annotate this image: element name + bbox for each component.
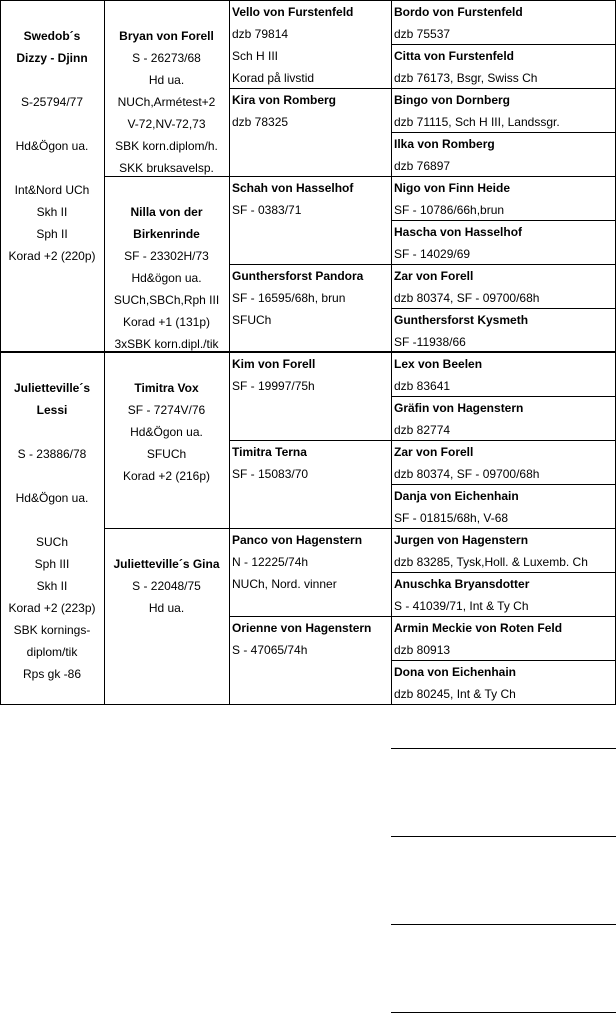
dog-name: Lessi bbox=[36, 403, 68, 417]
column-divider bbox=[0, 0, 1, 705]
row-divider bbox=[391, 572, 616, 573]
sire-great-grandparent-6 bbox=[391, 221, 616, 264]
dam-great-grandparent-7 bbox=[391, 617, 616, 660]
dog-info-line: S - 22048/75 bbox=[132, 579, 201, 593]
dog-info-line: S - 23886/78 bbox=[17, 447, 87, 461]
sire-great-grandparent-5 bbox=[391, 177, 616, 220]
dog-info-line bbox=[104, 531, 229, 553]
dog-info-line: Hd&Ögon ua. bbox=[15, 491, 89, 505]
sire-great-grandparent-7 bbox=[391, 265, 616, 308]
dam-cell bbox=[0, 355, 104, 704]
dog-info-line: SF - 19997/75h bbox=[232, 379, 315, 393]
dog-info-line bbox=[0, 311, 104, 333]
dog-info-line bbox=[104, 663, 229, 685]
dog-info-line: Korad +1 (131p) bbox=[122, 315, 211, 329]
dog-info-line: N - 12225/74h bbox=[232, 555, 309, 569]
dog-name: Anuschka Bryansdotter bbox=[394, 577, 530, 591]
sire-grandparent-4 bbox=[229, 265, 391, 352]
dog-info-line: S - 41039/71, Int & Ty Ch bbox=[394, 599, 529, 613]
row-divider bbox=[391, 484, 616, 485]
dog-info-line: dzb 80374, SF - 09700/68h bbox=[394, 291, 540, 305]
dog-name: Lex von Beelen bbox=[394, 357, 483, 371]
dog-info-line: S - 47065/74h bbox=[232, 643, 308, 657]
dog-name: Danja von Eichenhain bbox=[394, 489, 519, 503]
dog-info-line: 3xSBK korn.dipl./tik bbox=[114, 337, 219, 351]
sire-great-grandparent-1 bbox=[391, 1, 616, 44]
row-divider bbox=[391, 308, 616, 309]
dog-info-line: SF - 0383/71 bbox=[232, 203, 302, 217]
dam-grandparent-2 bbox=[229, 441, 391, 528]
dog-name: Julietteville´s bbox=[13, 381, 91, 395]
dog-name: Dizzy - Djinn bbox=[16, 51, 88, 65]
dog-name: Zar von Forell bbox=[394, 445, 474, 459]
column-divider bbox=[229, 0, 230, 705]
dog-info-line: SFUCh bbox=[146, 447, 187, 461]
dog-info-line: Hd ua. bbox=[148, 601, 185, 615]
dog-info-line: SF - 23302H/73 bbox=[124, 249, 209, 263]
dog-info-line: Sch H III bbox=[232, 49, 279, 63]
dog-info-line: Hd&ögon ua. bbox=[131, 271, 202, 285]
dog-info-line: dzb 80245, Int & Ty Ch bbox=[394, 687, 516, 701]
dog-info-line: diplom/tik bbox=[26, 645, 78, 659]
row-divider bbox=[391, 132, 616, 133]
sire-grandparent-2 bbox=[229, 89, 391, 176]
sire-cell bbox=[0, 3, 104, 352]
sire-great-grandparent-8 bbox=[391, 309, 616, 352]
dog-info-line: Hd&Ögon ua. bbox=[15, 139, 89, 153]
dog-name: Gunthersforst Kysmeth bbox=[394, 313, 529, 327]
dog-name: Timitra Terna bbox=[232, 445, 307, 459]
dog-name: Armin Meckie von Roten Feld bbox=[394, 621, 563, 635]
dog-info-line: dzb 82774 bbox=[394, 423, 451, 437]
dam-great-grandparent-2 bbox=[391, 397, 616, 440]
dog-info-line: Korad +2 (220p) bbox=[8, 249, 96, 263]
dog-info-line: Sph III bbox=[34, 557, 70, 571]
dog-info-line bbox=[0, 509, 104, 531]
dog-name: Orienne von Hagenstern bbox=[232, 621, 372, 635]
dam-great-grandparent-1 bbox=[391, 353, 616, 396]
dog-info-line bbox=[0, 3, 104, 25]
dog-name: Dona von Eichenhain bbox=[394, 665, 517, 679]
dog-name: Kim von Forell bbox=[232, 357, 316, 371]
row-divider bbox=[391, 836, 616, 837]
dam-grandparent-4 bbox=[229, 617, 391, 704]
dog-info-line: Sph II bbox=[36, 227, 68, 241]
dog-info-line: dzb 76897 bbox=[394, 159, 451, 173]
dog-info-line bbox=[104, 3, 229, 25]
dog-info-line: SF - 7274V/76 bbox=[127, 403, 206, 417]
dam-grandparent-3 bbox=[229, 529, 391, 616]
dam-great-grandparent-3 bbox=[391, 441, 616, 484]
dog-info-line: Korad +2 (216p) bbox=[122, 469, 211, 483]
row-divider bbox=[229, 88, 616, 89]
dog-name: Gräfin von Hagenstern bbox=[394, 401, 524, 415]
dog-info-line: Korad +2 (223p) bbox=[8, 601, 96, 615]
dog-name: Ilka von Romberg bbox=[394, 137, 495, 151]
row-divider bbox=[104, 176, 616, 177]
dog-info-line: S-25794/77 bbox=[20, 95, 84, 109]
row-divider bbox=[391, 396, 616, 397]
sire-grandparent-1 bbox=[229, 1, 391, 88]
dog-info-line: SF - 14029/69 bbox=[394, 247, 471, 261]
dog-info-line: dzb 80913 bbox=[394, 643, 451, 657]
dog-info-line: Skh II bbox=[36, 205, 68, 219]
row-divider bbox=[0, 351, 616, 353]
dog-info-line: dzb 79814 bbox=[232, 27, 289, 41]
dam-parent-2 bbox=[104, 531, 229, 704]
dog-info-line: SF - 01815/68h, V-68 bbox=[394, 511, 509, 525]
row-divider bbox=[391, 748, 616, 749]
dog-info-line bbox=[0, 289, 104, 311]
dog-info-line: dzb 76173, Bsgr, Swiss Ch bbox=[394, 71, 538, 85]
dog-info-line: SFUCh bbox=[232, 313, 272, 327]
dog-info-line bbox=[0, 465, 104, 487]
sire-grandparent-3 bbox=[229, 177, 391, 264]
row-divider bbox=[391, 220, 616, 221]
dog-name: Gunthersforst Pandora bbox=[232, 269, 364, 283]
row-divider bbox=[391, 924, 616, 925]
row-divider bbox=[229, 616, 616, 617]
dog-info-line bbox=[0, 113, 104, 135]
dog-name: Panco von Hagenstern bbox=[232, 533, 363, 547]
dog-info-line: S - 26273/68 bbox=[132, 51, 201, 65]
row-divider bbox=[229, 264, 616, 265]
dog-info-line: Rps gk -86 bbox=[22, 667, 82, 681]
dog-info-line: dzb 83641 bbox=[394, 379, 451, 393]
dam-grandparent-1 bbox=[229, 353, 391, 440]
sire-parent-1 bbox=[104, 3, 229, 176]
dog-info-line: Int&Nord UCh bbox=[14, 183, 90, 197]
dog-info-line: Hd&Ögon ua. bbox=[130, 425, 203, 439]
row-divider bbox=[229, 440, 616, 441]
dog-info-line bbox=[0, 355, 104, 377]
dog-info-line bbox=[104, 355, 229, 377]
sire-great-grandparent-3 bbox=[391, 89, 616, 132]
dog-name: Jurgen von Hagenstern bbox=[394, 533, 529, 547]
dog-info-line: SF - 15083/70 bbox=[232, 467, 309, 481]
dog-info-line: SF - 16595/68h, brun bbox=[232, 291, 346, 305]
dog-info-line: Hd ua. bbox=[148, 73, 185, 87]
dog-info-line: dzb 83285, Tysk,Holl. & Luxemb. Ch bbox=[394, 555, 588, 569]
dog-name: Bordo von Furstenfeld bbox=[394, 5, 523, 19]
dog-info-line bbox=[0, 69, 104, 91]
dog-info-line: NUCh,Armétest+2 bbox=[117, 95, 216, 109]
dog-name: Bingo von Dornberg bbox=[394, 93, 510, 107]
dog-name: Swedob´s bbox=[23, 29, 81, 43]
dog-info-line: NUCh, Nord. vinner bbox=[232, 577, 337, 591]
dog-info-line: Korad på livstid bbox=[232, 71, 315, 85]
dog-info-line: SKK bruksavelsp. bbox=[119, 161, 214, 175]
dog-info-line bbox=[0, 267, 104, 289]
dog-name: Timitra Vox bbox=[134, 381, 199, 395]
dog-info-line bbox=[104, 641, 229, 663]
dog-info-line: dzb 78325 bbox=[232, 115, 289, 129]
dog-name: Vello von Furstenfeld bbox=[232, 5, 354, 19]
sire-great-grandparent-4 bbox=[391, 133, 616, 176]
dam-great-grandparent-8 bbox=[391, 661, 616, 704]
dog-name: Zar von Forell bbox=[394, 269, 474, 283]
dog-info-line: dzb 75537 bbox=[394, 27, 451, 41]
dog-name: Julietteville´s Gina bbox=[113, 557, 220, 571]
dog-info-line bbox=[0, 157, 104, 179]
row-divider bbox=[104, 528, 616, 529]
row-divider bbox=[391, 44, 616, 45]
dog-info-line bbox=[104, 179, 229, 201]
dog-info-line: SF - 10786/66h,brun bbox=[394, 203, 505, 217]
dog-name: Nilla von der bbox=[130, 205, 203, 219]
dog-info-line: SBK korn.diplom/h. bbox=[115, 139, 218, 153]
dog-info-line: dzb 80374, SF - 09700/68h bbox=[394, 467, 540, 481]
column-divider bbox=[104, 0, 105, 705]
dog-name: Kira von Romberg bbox=[232, 93, 337, 107]
dam-great-grandparent-6 bbox=[391, 573, 616, 616]
dog-info-line: V-72,NV-72,73 bbox=[127, 117, 206, 131]
row-divider bbox=[391, 660, 616, 661]
dog-info-line: dzb 71115, Sch H III, Landssgr. bbox=[394, 115, 560, 129]
row-divider bbox=[0, 0, 616, 1]
dog-name: Birkenrinde bbox=[133, 227, 200, 241]
dog-info-line bbox=[0, 421, 104, 443]
dog-info-line: SF -11938/66 bbox=[394, 335, 466, 349]
dog-info-line bbox=[104, 619, 229, 641]
dam-great-grandparent-5 bbox=[391, 529, 616, 572]
column-divider bbox=[391, 0, 392, 705]
dog-name: Hascha von Hasselhof bbox=[394, 225, 523, 239]
dog-info-line: SUCh,SBCh,Rph III bbox=[113, 293, 220, 307]
dog-name: Bryan von Forell bbox=[119, 29, 214, 43]
dog-info-line: SBK kornings- bbox=[13, 623, 91, 637]
dog-name: Citta von Furstenfeld bbox=[394, 49, 515, 63]
dog-info-line: Skh II bbox=[36, 579, 68, 593]
dam-great-grandparent-4 bbox=[391, 485, 616, 528]
dog-name: Nigo von Finn Heide bbox=[394, 181, 510, 195]
sire-great-grandparent-2 bbox=[391, 45, 616, 88]
dog-info-line: SUCh bbox=[35, 535, 68, 549]
dam-parent-1 bbox=[104, 355, 229, 528]
sire-parent-2 bbox=[104, 179, 229, 352]
dog-info-line bbox=[104, 487, 229, 509]
dog-name: Schah von Hasselhof bbox=[232, 181, 354, 195]
